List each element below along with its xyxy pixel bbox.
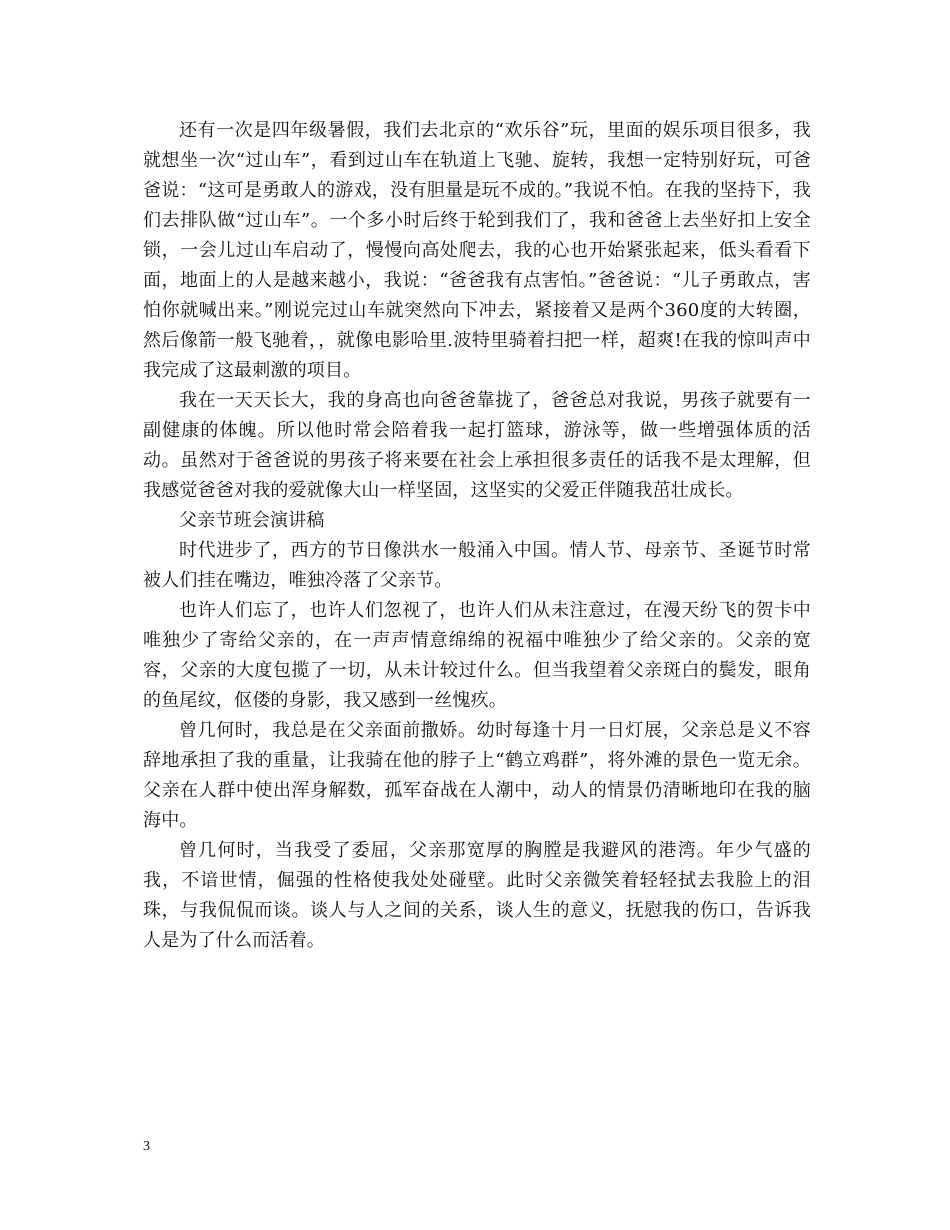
paragraph-growing-up: 我在一天天长大，我的身高也向爸爸靠拢了，爸爸总对我说，男孩子就要有一副健康的体魄。所以他时常会陪着我一起打篮球，游泳等，做一些增强体质的活动。虽然对于爸爸说的男孩子将来要在社会上承担很多责任的话我不是太理解，但我感觉爸爸对我的爱就像大山一样坚固，这坚实的父爱正伴随我茁壮成长。 (143, 390, 811, 501)
page-number: 3 (143, 1139, 150, 1154)
paragraph-harbor: 曾几何时，当我受了委屈，父亲那宽厚的胸膛是我避风的港湾。年少气盛的我，不谙世情，倔强的性格使我处处碰壁。此时父亲微笑着轻轻拭去我脸上的泪珠，与我侃侃而谈。谈人与人之间的关系，谈人生的意义，抚慰我的伤口，告诉我人是为了什么而活着。 (143, 840, 811, 951)
document-body (143, 116, 811, 956)
paragraph-western-holidays: 时代进步了，西方的节日像洪水一般涌入中国。情人节、母亲节、圣诞节时常被人们挂在嘴边，唯独冷落了父亲节。 (143, 540, 811, 591)
paragraph-lantern-festival: 曾几何时，我总是在父亲面前撒娇。幼时每逢十月一日灯展，父亲总是义不容辞地承担了我的重量，让我骑在他的脖子上“鹤立鸡群”，将外滩的景色一览无余。父亲在人群中使出浑身解数，孤军奋战在人潮中，动人的情景仍清晰地印在我的脑海中。 (143, 720, 811, 831)
section-heading: 父亲节班会演讲稿 (179, 510, 325, 531)
paragraph-forgotten-father: 也许人们忘了，也许人们忽视了，也许人们从未注意过，在漫天纷飞的贺卡中唯独少了寄给父亲的，在一声声情意绵绵的祝福中唯独少了给父亲的。父亲的宽容，父亲的大度包揽了一切，从未计较过什么。但当我望着父亲斑白的鬓发，眼角的鱼尾纹，伛偻的身影，我又感到一丝愧疚。 (143, 600, 811, 711)
paragraph-roller-coaster: 还有一次是四年级暑假，我们去北京的“欢乐谷”玩，里面的娱乐项目很多，我就想坐一次“过山车”，看到过山车在轨道上飞驰、旋转，我想一定特别好玩，可爸爸说：“这可是勇敢人的游戏，没有胆量是玩不成的。”我说不怕。在我的坚持下，我们去排队做“过山车”。一个多小时后终于轮到我们了，我和爸爸上去坐好扣上安全锁，一会儿过山车启动了，慢慢向高处爬去，我的心也开始紧张起来，低头看看下面，地面上的人是越来越小，我说：“爸爸我有点害怕。”爸爸说：“儿子勇敢点，害怕你就喊出来。”刚说完过山车就突然向下冲去，紧接着又是两个360度的大转圈，然后像箭一般飞驰着，，就像电影哈里.波特里骑着扫把一样，超爽!在我的惊叫声中我完成了这最刺激的项目。 (143, 120, 811, 381)
